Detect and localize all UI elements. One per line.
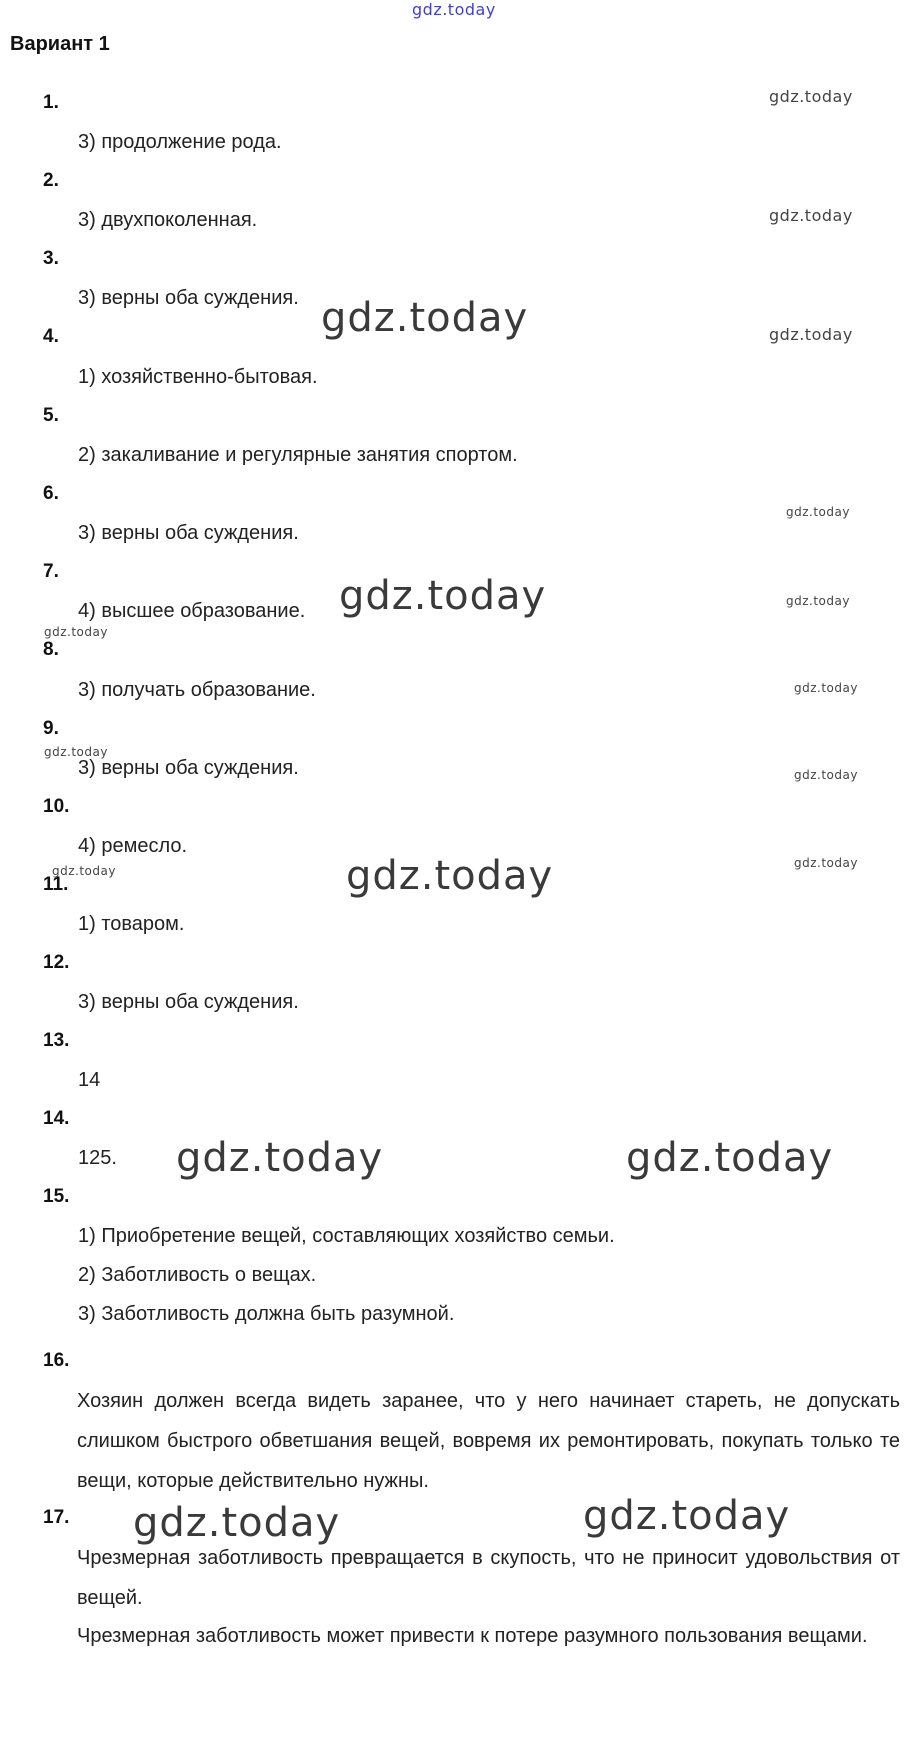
question-number: 3.	[43, 248, 59, 269]
answer-text: 3) продолжение рода.	[78, 131, 282, 153]
question-number: 7.	[43, 561, 59, 582]
watermark-text: gdz.today	[44, 745, 108, 759]
answer-line: 2) Заботливость о вещах.	[78, 1264, 317, 1286]
question-number: 15.	[43, 1186, 70, 1207]
answer-text: 3) верны оба суждения.	[78, 991, 299, 1013]
watermark-text: gdz.today	[794, 856, 858, 870]
watermark-text: gdz.today	[52, 864, 116, 878]
watermark-text: gdz.today	[769, 206, 853, 225]
question-number: 11.	[43, 874, 69, 895]
answer-text: 3) получать образование.	[78, 679, 316, 701]
answer-text: 4) высшее образование.	[78, 600, 306, 622]
watermark-text: gdz.today	[346, 853, 554, 899]
watermark-text: gdz.today	[176, 1135, 384, 1181]
answer-text: 1) хозяйственно-бытовая.	[78, 366, 318, 388]
watermark-text: gdz.today	[786, 505, 850, 519]
question-number: 4.	[43, 326, 59, 347]
answer-line: 1) Приобретение вещей, составляющих хозяйство семьи.	[78, 1225, 615, 1247]
watermark-text: gdz.today	[769, 325, 853, 344]
watermark-text: gdz.today	[769, 87, 853, 106]
question-number: 12.	[43, 952, 70, 973]
answer-text: 3) верны оба суждения.	[78, 287, 299, 309]
watermark-text: gdz.today	[794, 768, 858, 782]
question-number: 2.	[43, 170, 59, 191]
answer-line: 3) Заботливость должна быть разумной.	[78, 1303, 455, 1325]
page-title: Вариант 1	[10, 33, 110, 55]
answer-text: 2) закаливание и регулярные занятия спортом.	[78, 444, 518, 466]
question-number: 5.	[43, 405, 59, 426]
question-number: 14.	[43, 1108, 70, 1129]
answer-text: 3) двухпоколенная.	[78, 209, 258, 231]
question-number: 6.	[43, 483, 59, 504]
answer-text: 3) верны оба суждения.	[78, 757, 299, 779]
question-number: 9.	[43, 718, 59, 739]
watermark-text: gdz.today	[583, 1493, 791, 1539]
answer-paragraph: Чрезмерная заботливость может привести к потере разумного пользования вещами.	[77, 1625, 868, 1647]
watermark-text: gdz.today	[626, 1135, 834, 1181]
answer-text: 4) ремесло.	[78, 835, 188, 857]
answer-text: 3) верны оба суждения.	[78, 522, 299, 544]
question-number: 13.	[43, 1030, 70, 1051]
answer-text: 14	[78, 1069, 101, 1091]
answer-text: 1) товаром.	[78, 913, 185, 935]
question-number: 1.	[43, 92, 59, 113]
watermark-text: gdz.today	[321, 295, 529, 341]
answer-paragraph: Хозяин должен всегда видеть заранее, что у него начинает стареть, не допускать слишком быстрого обветшания вещей, вовремя их ремонтировать, покупать только те вещи, которые действительно нужны.	[77, 1390, 900, 1492]
answer-paragraph: Чрезмерная заботливость превращается в скупость, что не приносит удовольствия от вещей.	[77, 1547, 900, 1609]
question-number: 8.	[43, 639, 59, 660]
watermark-text: gdz.today	[786, 594, 850, 608]
site-watermark-top[interactable]: gdz.today	[412, 0, 496, 19]
watermark-text: gdz.today	[339, 573, 547, 619]
answer-text: 125.	[78, 1147, 117, 1169]
question-number: 10.	[43, 796, 70, 817]
question-number: 17.	[43, 1507, 70, 1528]
watermark-text: gdz.today	[133, 1500, 341, 1546]
watermark-text: gdz.today	[44, 625, 108, 639]
question-number: 16.	[43, 1350, 70, 1371]
watermark-text: gdz.today	[794, 681, 858, 695]
